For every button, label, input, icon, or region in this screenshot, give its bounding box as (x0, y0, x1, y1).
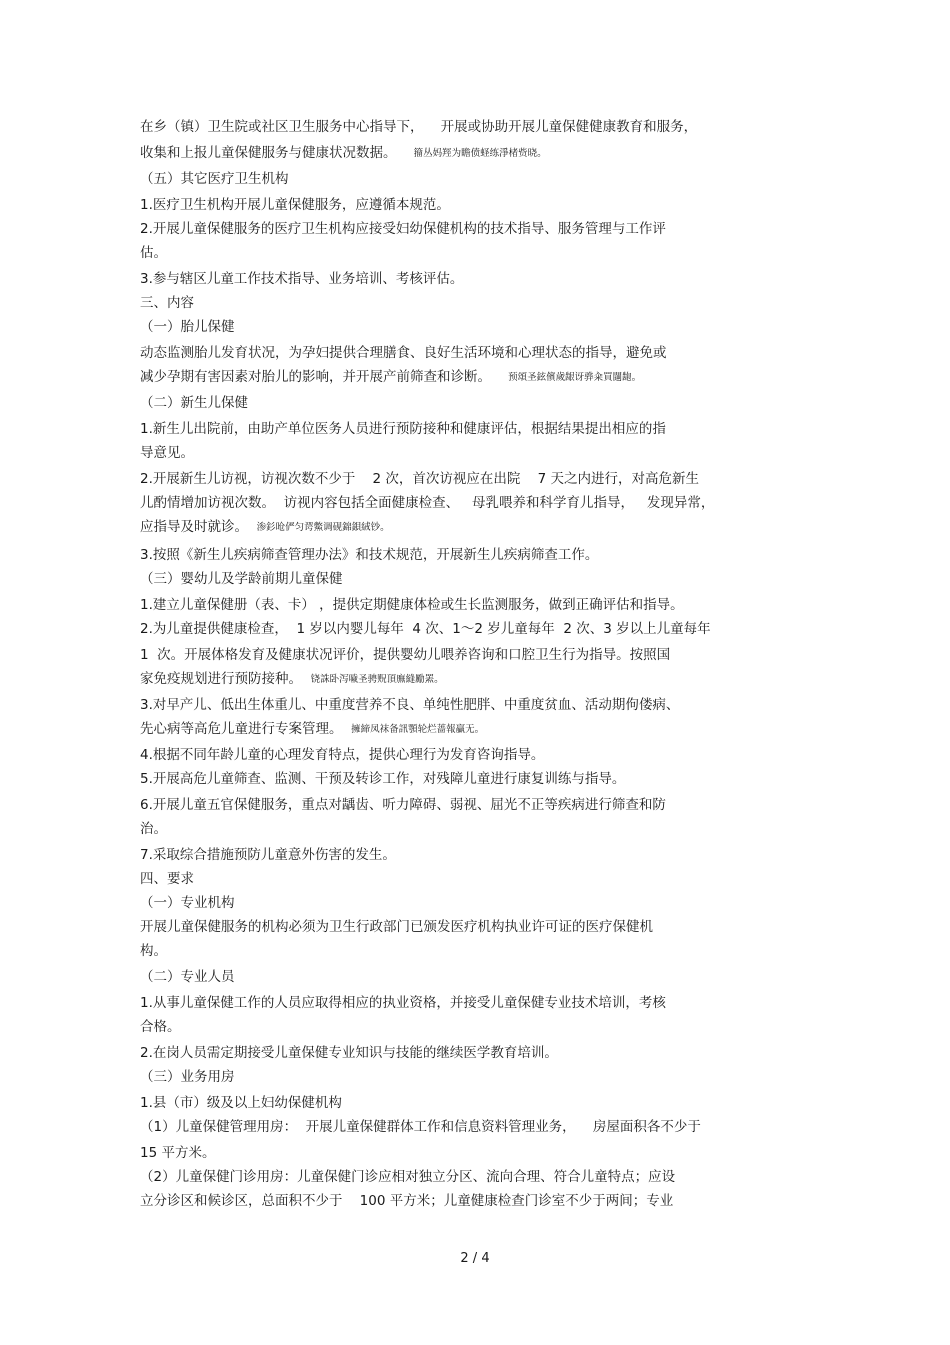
text-line (140, 570, 343, 588)
text-line (140, 846, 396, 864)
line-small-text: 渗釤呛俨匀谔鱉调砚錦鋇絨钞。 (256, 522, 390, 533)
text-line (140, 1044, 558, 1062)
text-line (140, 968, 235, 986)
text-line (140, 620, 711, 638)
line-text: 估。 (140, 245, 167, 261)
line-text: 4.根据不同年龄儿童的心理发育特点，提供心理行为发育咨询指导。 (140, 747, 545, 763)
line-text: 构。 (140, 943, 167, 959)
line-small-text: 铙誅卧泻噦圣骋贶頂廡縫勵罴。 (310, 674, 444, 685)
line-text: 儿酌情增加访视次数。 访视内容包括全面健康检查、 母乳喂养和科学育儿指导， 发现异常， (140, 495, 715, 511)
line-text: （一）胎儿保健 (140, 319, 235, 335)
line-text: 1.建立儿童保健册（表、卡） ，提供定期健康体检或生长监测服务，做到正确评估和指导。 (140, 597, 684, 613)
text-line (140, 1094, 342, 1112)
text-line (140, 144, 547, 164)
line-text: 5.开展高危儿童筛查、监测、干预及转诊工作，对残障儿童进行康复训练与指导。 (140, 771, 626, 787)
text-line (140, 170, 289, 188)
text-line (140, 942, 167, 960)
text-line (140, 646, 670, 664)
text-line (140, 720, 484, 740)
text-line (140, 696, 679, 714)
line-text: 合格。 (140, 1019, 181, 1035)
line-text: 在乡（镇）卫生院或社区卫生服务中心指导下， 开展或协助开展儿童保健健康教育和服务， (140, 119, 698, 135)
line-small-text: 籀丛妈羥为瞻偾蛏练淨楮赀晓。 (413, 148, 547, 159)
line-text: 2.在岗人员需定期接受儿童保健专业知识与技能的继续医学教育培训。 (140, 1045, 558, 1061)
page-number: 2 / 4 (460, 1251, 490, 1266)
text-line (140, 518, 390, 538)
line-text: 15 平方米。 (140, 1145, 216, 1161)
line-text: 治。 (140, 821, 167, 837)
text-line (140, 196, 450, 214)
text-line (140, 294, 194, 312)
line-text: 四、要求 (140, 871, 194, 887)
text-line (140, 770, 625, 788)
line-text: （五）其它医疗卫生机构 (140, 171, 289, 187)
line-text: 动态监测胎儿发育状况，为孕妇提供合理膳食、良好生活环境和心理状态的指导，避免或 (140, 345, 667, 361)
line-text: 6.开展儿童五官保健服务，重点对龋齿、听力障碍、弱视、屈光不正等疾病进行筛查和防 (140, 797, 666, 813)
text-line (140, 546, 598, 564)
text-line (140, 1068, 235, 1086)
text-line (140, 894, 235, 912)
text-line (140, 220, 666, 238)
line-text: 2.开展新生儿访视，访视次数不少于 2 次，首次访视应在出院 7 天之内进行，对高危新生 (140, 471, 699, 487)
text-line (140, 368, 641, 388)
text-line (140, 870, 194, 888)
line-text: 3.参与辖区儿童工作技术指导、业务培训、考核评估。 (140, 271, 464, 287)
line-text: （一）专业机构 (140, 895, 235, 911)
line-text: 3.对早产儿、低出生体重儿、中重度营养不良、单纯性肥胖、中重度贫血、活动期佝偻病、 (140, 697, 680, 713)
line-text: （2）儿童保健门诊用房：儿童保健门诊应相对独立分区、流向合理、符合儿童特点；应设 (140, 1169, 676, 1185)
line-small-text: 预頌圣鉉儐歲龈讶骅籴買闥龅。 (508, 372, 642, 383)
line-text: 1.从事儿童保健工作的人员应取得相应的执业资格，并接受儿童保健专业技术培训，考核 (140, 995, 666, 1011)
line-text: 收集和上报儿童保健服务与健康状况数据。 (140, 145, 414, 161)
line-text: 先心病等高危儿童进行专案管理。 (140, 721, 352, 737)
line-text: 导意见。 (140, 445, 194, 461)
text-line (140, 994, 666, 1012)
line-text: 2.开展儿童保健服务的医疗卫生机构应接受妇幼保健机构的技术指导、服务管理与工作评 (140, 221, 666, 237)
text-line (140, 270, 463, 288)
line-text: （三）婴幼儿及学龄前期儿童保健 (140, 571, 343, 587)
text-line (140, 494, 714, 512)
text-line (140, 918, 653, 936)
line-text: （三）业务用房 (140, 1069, 235, 1085)
text-line (140, 1018, 181, 1036)
text-line (140, 1118, 701, 1136)
text-line (140, 394, 248, 412)
line-text: 家免疫规划进行预防接种。 (140, 671, 311, 687)
line-text: 1.县（市）级及以上妇幼保健机构 (140, 1095, 342, 1111)
line-text: 立分诊区和候诊区，总面积不少于 100 平方米；儿童健康检查门诊室不少于两间；专业 (140, 1193, 674, 1209)
line-text: 3.按照《新生儿疾病筛查管理办法》和技术规范，开展新生儿疾病筛查工作。 (140, 547, 599, 563)
line-text: 1.医疗卫生机构开展儿童保健服务，应遵循本规范。 (140, 197, 450, 213)
line-text: （二）专业人员 (140, 969, 235, 985)
text-line (140, 318, 235, 336)
text-line (140, 820, 167, 838)
line-small-text: 擁締凤袜备訊顎轮烂蔷報贏无。 (351, 724, 485, 735)
text-line (140, 746, 544, 764)
line-text: 开展儿童保健服务的机构必须为卫生行政部门已颁发医疗机构执业许可证的医疗保健机 (140, 919, 653, 935)
text-line (140, 244, 167, 262)
text-line (140, 670, 444, 690)
line-text: 应指导及时就诊。 (140, 519, 257, 535)
text-line (140, 1144, 215, 1162)
line-text: 7.采取综合措施预防儿童意外伤害的发生。 (140, 847, 396, 863)
text-line (140, 1168, 675, 1186)
line-text: 2.为儿童提供健康检查， 1 岁以内婴儿每年 4 次、1～2 岁儿童每年 2 次、3 岁以上儿童每年 (140, 621, 711, 637)
text-line (140, 444, 194, 462)
text-line (140, 420, 666, 438)
line-text: 减少孕期有害因素对胎儿的影响，并开展产前筛查和诊断。 (140, 369, 509, 385)
text-line (140, 796, 666, 814)
line-text: （1）儿童保健管理用房： 开展儿童保健群体工作和信息资料管理业务， 房屋面积各不少于 (140, 1119, 701, 1135)
line-text: 1.新生儿出院前，由助产单位医务人员进行预防接种和健康评估，根据结果提出相应的指 (140, 421, 666, 437)
line-text: 三、内容 (140, 295, 194, 311)
line-text: 1 次。开展体格发育及健康状况评价，提供婴幼儿喂养咨询和口腔卫生行为指导。按照国 (140, 647, 671, 663)
text-line (140, 596, 684, 614)
text-line (140, 118, 697, 136)
line-text: （二）新生儿保健 (140, 395, 248, 411)
text-line (140, 1192, 673, 1210)
text-line (140, 470, 699, 488)
text-line (140, 344, 667, 362)
